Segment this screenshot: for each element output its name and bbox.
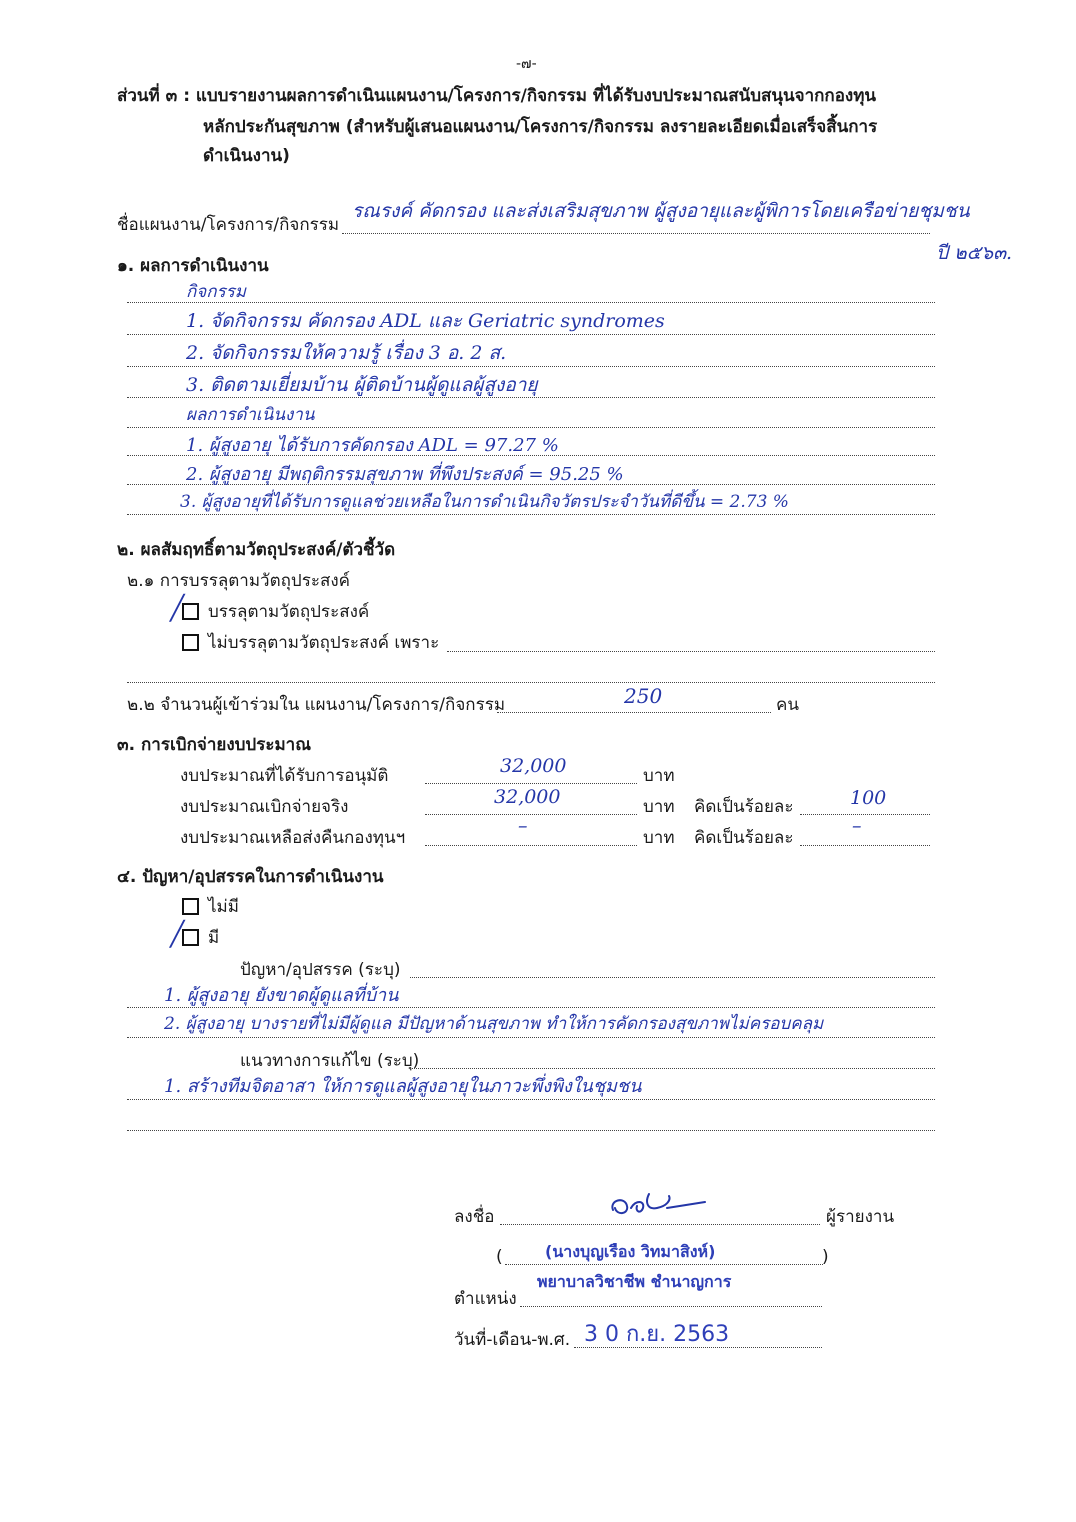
page-number: -๗- xyxy=(516,56,537,72)
section-header-line1: ส่วนที่ ๓ : แบบรายงานผลการดำเนินแผนงาน/โครงการ/กิจกรรม ที่ได้รับงบประมาณสนับสนุนจากกองทุน xyxy=(117,86,877,106)
section1-title: ๑. ผลการดำเนินงาน xyxy=(117,256,269,276)
spent-label: งบประมาณเบิกจ่ายจริง xyxy=(180,797,349,817)
baht-label: บาท xyxy=(643,828,675,848)
section3-title: ๓. การเบิกจ่ายงบประมาณ xyxy=(117,735,311,755)
remaining-value: – xyxy=(518,815,528,837)
project-name-label: ชื่อแผนงาน/โครงการ/กิจกรรม xyxy=(117,215,340,235)
reporter-name: (นางบุญเรือง วิทมาสิงห์) xyxy=(545,1242,716,1261)
paren-close: ) xyxy=(822,1247,829,1267)
approved-value: 32,000 xyxy=(500,755,567,777)
percent-label: คิดเป็นร้อยละ xyxy=(694,828,794,848)
dotline xyxy=(127,1130,935,1131)
remaining-percent: – xyxy=(852,815,862,837)
dotline xyxy=(425,814,637,815)
project-name-value: รณรงค์ คัดกรอง และส่งเสริมสุขภาพ ผู้สูงอายุและผู้พิการโดยเครือข่ายชุมชน xyxy=(352,200,970,222)
reporter-position: พยาบาลวิชาชีพ ชำนาญการ xyxy=(537,1272,732,1291)
has-problem-label: มี xyxy=(208,928,220,948)
solution-line: 1. สร้างทีมจิตอาสา ให้การดูแลผู้สูงอายุในภาวะพึ่งพิงในชุมชน xyxy=(164,1076,642,1097)
approved-label: งบประมาณที่ได้รับการอนุมัติ xyxy=(180,766,389,786)
solutions-label: แนวทางการแก้ไข (ระบุ) xyxy=(240,1051,420,1071)
section4-title: ๔. ปัญหา/อุปสรรคในการดำเนินงาน xyxy=(117,867,384,887)
s22-label: ๒.๒ จำนวนผู้เข้าร่วมใน แผนงาน/โครงการ/กิจกรรม xyxy=(127,695,506,715)
dotline xyxy=(127,302,935,303)
s21-title: ๒.๑ การบรรลุตามวัตถุประสงค์ xyxy=(127,571,351,591)
not-achieved-checkbox[interactable] xyxy=(182,634,199,651)
problem-line: 1. ผู้สูงอายุ ยังขาดผู้ดูแลที่บ้าน xyxy=(164,985,399,1006)
participants-value: 250 xyxy=(624,684,663,708)
results-line: 2. จัดกิจกรรมให้ความรู้ เรื่อง 3 อ. 2 ส. xyxy=(186,342,507,364)
dotline xyxy=(447,651,935,652)
dotline xyxy=(425,845,637,846)
results-line: 3. ผู้สูงอายุที่ได้รับการดูแลช่วยเหลือในการดำเนินกิจวัตรประจำวันที่ดีขึ้น = 2.73 % xyxy=(180,492,789,512)
baht-label: บาท xyxy=(643,766,675,786)
results-line: กิจกรรม xyxy=(186,282,247,302)
results-line: 2. ผู้สูงอายุ มีพฤติกรรมสุขภาพ ที่พึงประสงค์ = 95.25 % xyxy=(186,464,624,485)
report-date: 3 0 ก.ย. 2563 xyxy=(584,1322,730,1347)
results-line: 1. ผู้สูงอายุ ได้รับการคัดกรอง ADL = 97.27 % xyxy=(186,435,559,456)
paren-open: ( xyxy=(496,1247,503,1267)
dotline xyxy=(127,682,935,683)
percent-label: คิดเป็นร้อยละ xyxy=(694,797,794,817)
dotline xyxy=(800,845,930,846)
checkmark-icon: ╱ xyxy=(170,920,185,948)
dotline xyxy=(410,977,935,978)
achieved-checkbox[interactable] xyxy=(182,603,199,620)
spent-percent: 100 xyxy=(850,787,887,809)
no-problem-label: ไม่มี xyxy=(208,897,239,917)
not-achieved-label: ไม่บรรลุตามวัตถุประสงค์ เพราะ xyxy=(208,633,440,653)
problems-label: ปัญหา/อุปสรรค (ระบุ) xyxy=(240,960,401,980)
problem-line: 2. ผู้สูงอายุ บางรายที่ไม่มีผู้ดูแล มีปัญหาด้านสุขภาพ ทำให้การคัดกรองสุขภาพไม่ครอบคลุม xyxy=(164,1014,824,1034)
results-line: 3. ติดตามเยี่ยมบ้าน ผู้ติดบ้านผู้ดูแลผู้สูงอายุ xyxy=(186,374,538,396)
results-line: ผลการดำเนินงาน xyxy=(186,405,315,425)
checkmark-icon: ╱ xyxy=(170,594,185,622)
remaining-label: งบประมาณเหลือส่งคืนกองทุนฯ xyxy=(180,828,406,848)
section-header-line2: หลักประกันสุขภาพ (สำหรับผู้เสนอแผนงาน/โครงการ/กิจกรรม ลงรายละเอียดเมื่อเสร็จสิ้นการ xyxy=(203,117,878,137)
reporter-label: ผู้รายงาน xyxy=(826,1207,895,1227)
dotline xyxy=(500,1224,820,1225)
dotline xyxy=(127,1037,935,1038)
dotline xyxy=(425,783,637,784)
dotline xyxy=(800,814,930,815)
results-line: 1. จัดกิจกรรม คัดกรอง ADL และ Geriatric syndromes xyxy=(186,310,665,332)
project-name-value-2: ปี ๒๕๖๓. xyxy=(936,242,1013,264)
date-label: วันที่-เดือน-พ.ศ. xyxy=(454,1330,571,1350)
section2-title: ๒. ผลสัมฤทธิ์ตามวัตถุประสงค์/ตัวชี้วัด xyxy=(117,540,396,560)
project-name-dots xyxy=(342,233,930,234)
unit-person: คน xyxy=(776,695,799,715)
signature-icon xyxy=(605,1186,715,1222)
achieved-label: บรรลุตามวัตถุประสงค์ xyxy=(208,602,370,622)
no-problem-checkbox[interactable] xyxy=(182,898,199,915)
baht-label: บาท xyxy=(643,797,675,817)
spent-value: 32,000 xyxy=(494,786,561,808)
dotline xyxy=(497,712,771,713)
dotline xyxy=(410,1068,935,1069)
section-header-line3: ดำเนินงาน) xyxy=(203,146,290,166)
sign-label: ลงชื่อ xyxy=(454,1207,495,1227)
dotline xyxy=(520,1306,822,1307)
position-label: ตำแหน่ง xyxy=(454,1289,517,1309)
has-problem-checkbox[interactable] xyxy=(182,929,199,946)
